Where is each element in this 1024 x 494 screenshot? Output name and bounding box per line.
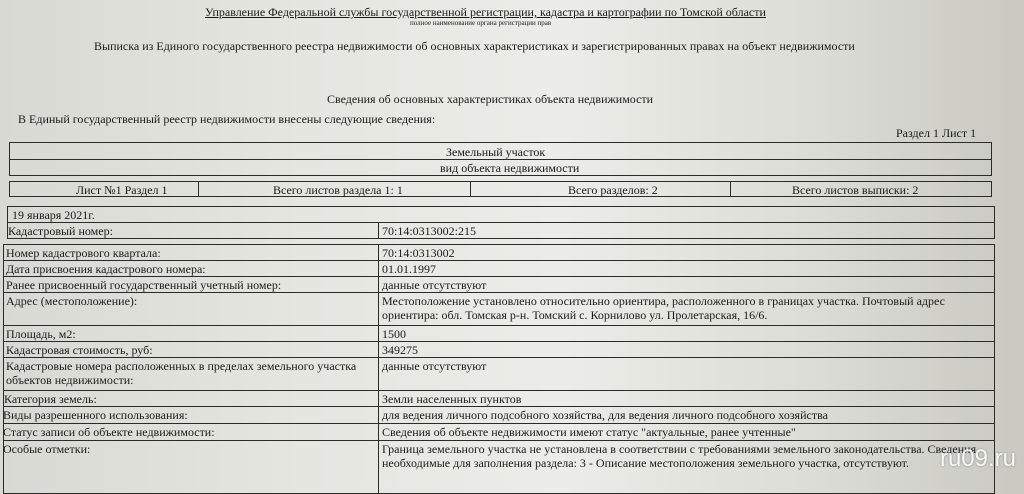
row-value: для ведения личного подсобного хозяйства, для ведения личного подсобного хозяйства xyxy=(382,408,828,422)
document-title: Выписка из Единого государственного реестра недвижимости об основных характеристиках и зарегистрированных правах на объект недвижимости xyxy=(94,39,855,53)
watermark: ru09.ru xyxy=(939,445,1016,472)
row-label: Виды разрешенного использования: xyxy=(3,408,188,422)
total-sections: Всего разделов: 2 xyxy=(568,183,658,197)
row-label: Особые отметки: xyxy=(3,442,91,456)
sheet-number: Лист №1 Раздел 1 xyxy=(76,183,168,197)
object-type: Земельный участок xyxy=(446,145,546,159)
row-label: Категория земель: xyxy=(4,392,97,406)
cadastral-number-value: 70:14:0313002:215 xyxy=(382,224,477,238)
row-value: данные отсутствуют xyxy=(382,278,487,292)
extract-date: 19 января 2021г. xyxy=(12,208,95,222)
section-reference: Раздел 1 Лист 1 xyxy=(896,126,977,140)
row-label: Дата присвоения кадастрового номера: xyxy=(6,262,206,276)
row-value: 01.01.1997 xyxy=(382,262,436,276)
row-value: Сведения об объекте недвижимости имеют статус "актуальные, ранее учтенные" xyxy=(382,425,796,439)
row-value: Местоположение установлено относительно ориентира, расположенного в границах участка. Почтовый адрес ориентира: обл. Томская р-н. Томский с. Корнилово ул. Пролетарская, 16/6. xyxy=(382,294,945,322)
row-label: Статус записи об объекте недвижимости: xyxy=(3,425,215,439)
sheets-in-section: Всего листов раздела 1: 1 xyxy=(273,183,403,197)
object-type-label: вид объекта недвижимости xyxy=(440,161,580,175)
row-value: Граница земельного участка не установлена в соответствии с требованиями земельного законодательства. Сведения, необходимые для заполнения раздела: 3 - Описание местоположения земельного участка, отсутствуют. xyxy=(382,442,980,470)
row-value: Земли населенных пунктов xyxy=(382,392,522,406)
section-title: Сведения об основных характеристиках объекта недвижимости xyxy=(327,92,654,106)
intro-text: В Единый государственный реестр недвижимости внесены следующие сведения: xyxy=(18,112,436,126)
row-value: 349275 xyxy=(382,343,418,357)
agency-note: полное наименование органа регистрации прав xyxy=(410,19,552,27)
cadastral-number-label: Кадастровый номер: xyxy=(8,224,113,238)
total-sheets: Всего листов выписки: 2 xyxy=(792,183,919,197)
row-label: Ранее присвоенный государственный учетный номер: xyxy=(6,278,282,292)
row-label: Кадастровая стоимость, руб: xyxy=(6,343,153,357)
row-value: 1500 xyxy=(382,327,406,341)
row-value: данные отсутствуют xyxy=(382,359,487,373)
row-label: Номер кадастрового квартала: xyxy=(6,246,161,260)
row-label: Площадь, м2: xyxy=(6,327,76,341)
row-value: 70:14:0313002 xyxy=(382,246,455,260)
row-label: Кадастровые номера расположенных в пределах земельного участка объектов недвижимости: xyxy=(6,359,357,387)
agency-name: Управление Федеральной службы государственной регистрации, кадастра и картографии по Томской области xyxy=(205,5,766,19)
row-label: Адрес (местоположение): xyxy=(6,294,138,308)
